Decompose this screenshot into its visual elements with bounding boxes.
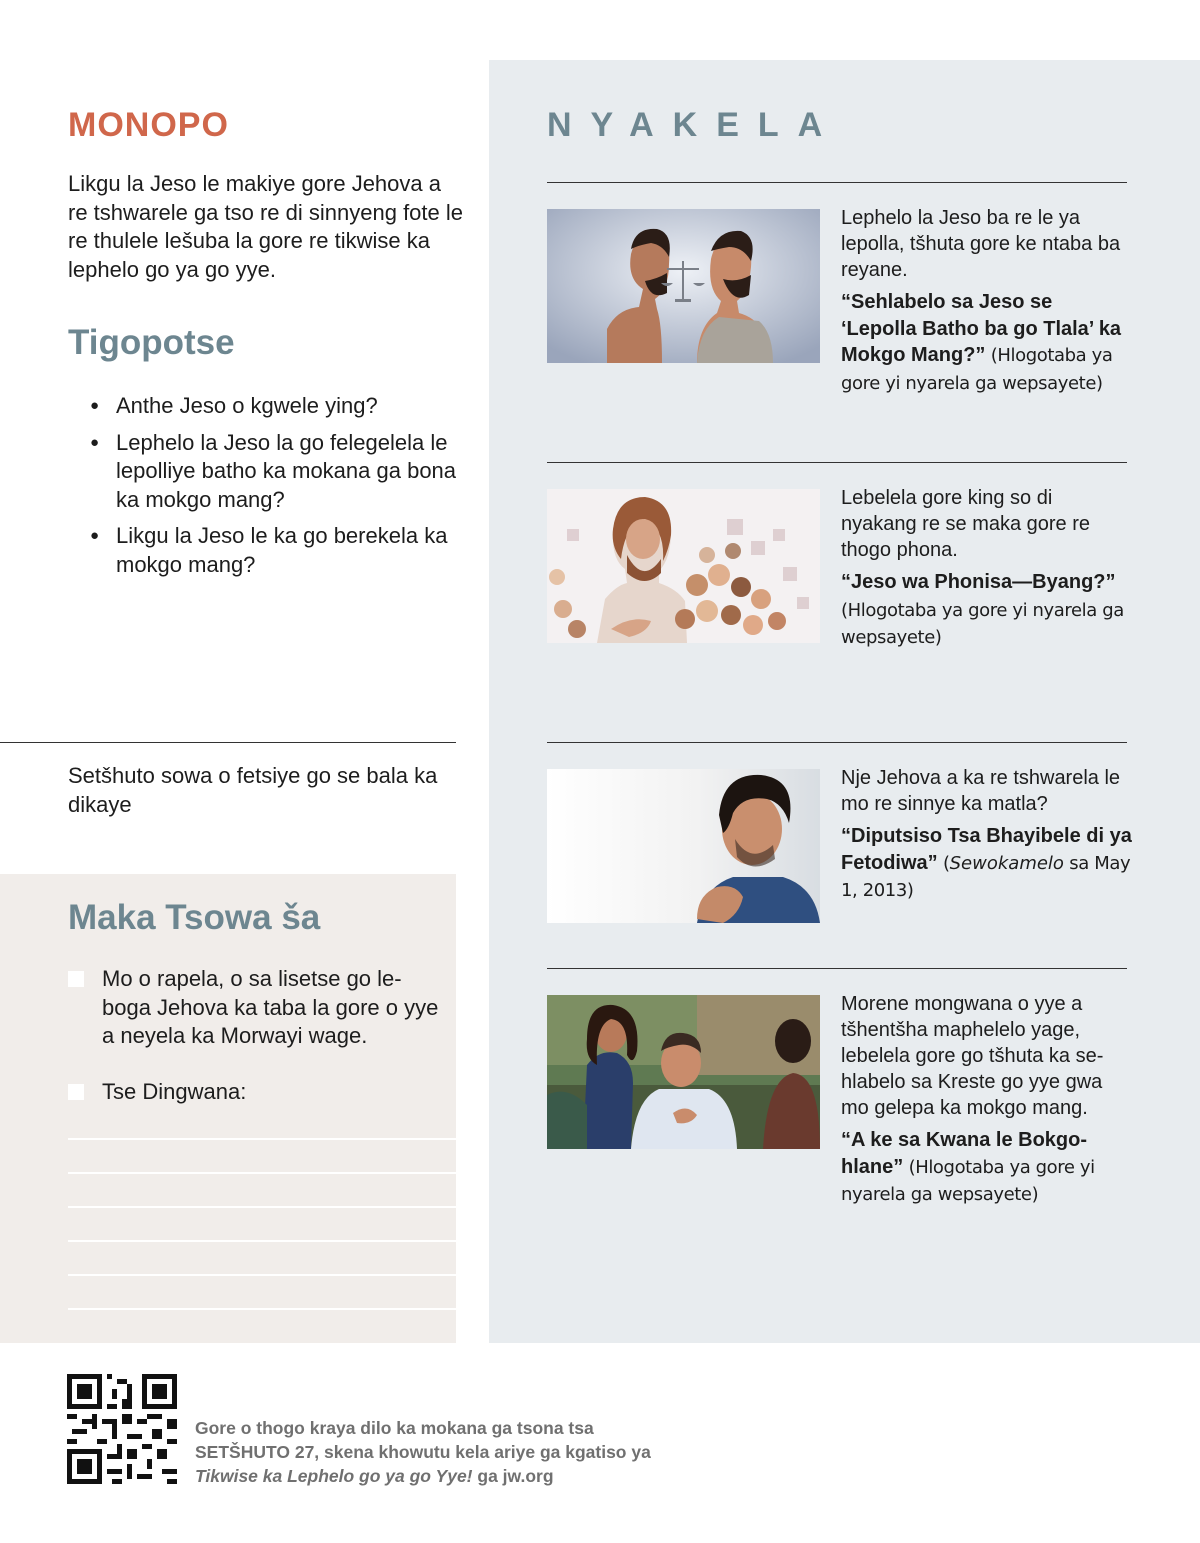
- explore-entry: [841, 205, 1133, 397]
- footer-text: Gore o thogo kraya dilo ka mokana ga tsona tsa SETŠHUTO 27, skena khowutu kela ariye ga kgatiso ya: [195, 1418, 651, 1462]
- goals-panel: [0, 874, 456, 1343]
- goal-text: Mo o rapela, o sa lisetse go le-boga Jehova ka taba la gore o yye a neyela ka Morwayi wage.: [102, 966, 439, 1048]
- explore-entry: [841, 485, 1133, 652]
- jesus-saves-image[interactable]: [547, 489, 820, 643]
- entry-reference[interactable]: [841, 823, 1133, 905]
- reference-title[interactable]: “Sehlabelo sa Jeso se ‘Lepolla Batho ba go Tlala’ ka Mokgo Mang?”: [841, 291, 1122, 366]
- checkbox[interactable]: [68, 1084, 84, 1100]
- footer-note: [195, 1416, 665, 1488]
- family-image[interactable]: [547, 995, 820, 1149]
- reference-title[interactable]: “Diputsiso Tsa Bhayibele di ya Fetodiwa”: [841, 825, 1132, 874]
- review-question: ● Likgu la Jeso le ka go berekela ka mokgo mang?: [90, 522, 460, 579]
- divider: [547, 742, 1127, 743]
- divider: [547, 462, 1127, 463]
- explore-entry: [841, 991, 1133, 1209]
- entry-description: Nje Jehova a ka re tshwarela le mo re sinnye ka matla?: [841, 767, 1121, 815]
- publication-name: Sewokamelo: [949, 852, 1064, 874]
- lesson-summary: Likgu la Jeso le makiye gore Jehova a re tshwarele ga tso re di sinnyeng fote le re thulele lešuba la gore re tikwise ka lephelo go ya go yye.: [68, 171, 464, 282]
- divider: [0, 742, 456, 743]
- writing-line[interactable]: [68, 1240, 456, 1242]
- writing-line[interactable]: [68, 1274, 456, 1276]
- writing-line[interactable]: [68, 1308, 456, 1310]
- reference-meta: (Hlogotaba ya gore yi nyarela ga wepsayete): [841, 345, 1113, 394]
- divider: [547, 182, 1127, 183]
- entry-description: Morene mongwana o yye a tšhentšha maphelelo yage, lebelela gore go tšhuta ka se-hlabelo sa Kreste go yye gwa mo gelepa ka mokgo mang.: [841, 993, 1104, 1119]
- praying-man-image[interactable]: [547, 769, 820, 923]
- entry-description: Lephelo la Jeso ba re le ya lepolla, tšhuta gore ke ntaba ba reyane.: [841, 207, 1121, 281]
- reference-meta: (: [937, 852, 950, 874]
- review-question: ● Anthe Jeso o kgwele ying?: [90, 392, 460, 421]
- goal-item-other: [68, 1078, 448, 1107]
- review-question: ● Lephelo la Jeso la go felegelela le lepolliye batho ka mokana ga bona ka mokgo mang?: [90, 429, 460, 515]
- divider: [547, 968, 1127, 969]
- qr-code-icon[interactable]: [67, 1374, 177, 1484]
- checkbox[interactable]: [68, 971, 84, 987]
- reference-meta: sa May 1, 2013): [841, 852, 1131, 901]
- reference-meta: (Hlogotaba ya gore yi nyarela ga wepsayete): [841, 599, 1124, 648]
- writing-line[interactable]: [68, 1206, 456, 1208]
- reference-title[interactable]: “A ke sa Kwana le Bokgo-hlane”: [841, 1129, 1087, 1178]
- explore-title: NYAKELA: [547, 106, 842, 144]
- completion-note: Setšhuto sowa o fetsiye go se bala ka dikaye: [68, 763, 438, 817]
- ransom-image[interactable]: [547, 209, 820, 363]
- writing-line[interactable]: [68, 1172, 456, 1174]
- entry-reference[interactable]: [841, 1127, 1133, 1209]
- footer-link-text[interactable]: ga jw.org: [472, 1466, 554, 1486]
- entry-reference[interactable]: [841, 289, 1133, 397]
- entry-reference[interactable]: [841, 569, 1133, 652]
- entry-description: Lebelela gore king so di nyakang re se maka gore re thogo phona.: [841, 487, 1091, 561]
- reference-title[interactable]: “Jeso wa Phonisa—Byang?”: [841, 571, 1116, 593]
- goal-text: Tse Dingwana:: [102, 1079, 247, 1104]
- review-questions: [90, 392, 460, 587]
- goal-item: [68, 965, 448, 1051]
- explore-entry: [841, 765, 1133, 905]
- brochure-title: Tikwise ka Lephelo go ya go Yye!: [195, 1466, 473, 1486]
- monopo-title: MONOPO: [68, 106, 229, 144]
- review-title: Tigopotse: [68, 323, 235, 362]
- writing-line[interactable]: [68, 1138, 456, 1140]
- goals-title: Maka Tsowa ša: [68, 898, 321, 937]
- reference-meta: (Hlogotaba ya gore yi nyarela ga wepsayete): [841, 1156, 1095, 1205]
